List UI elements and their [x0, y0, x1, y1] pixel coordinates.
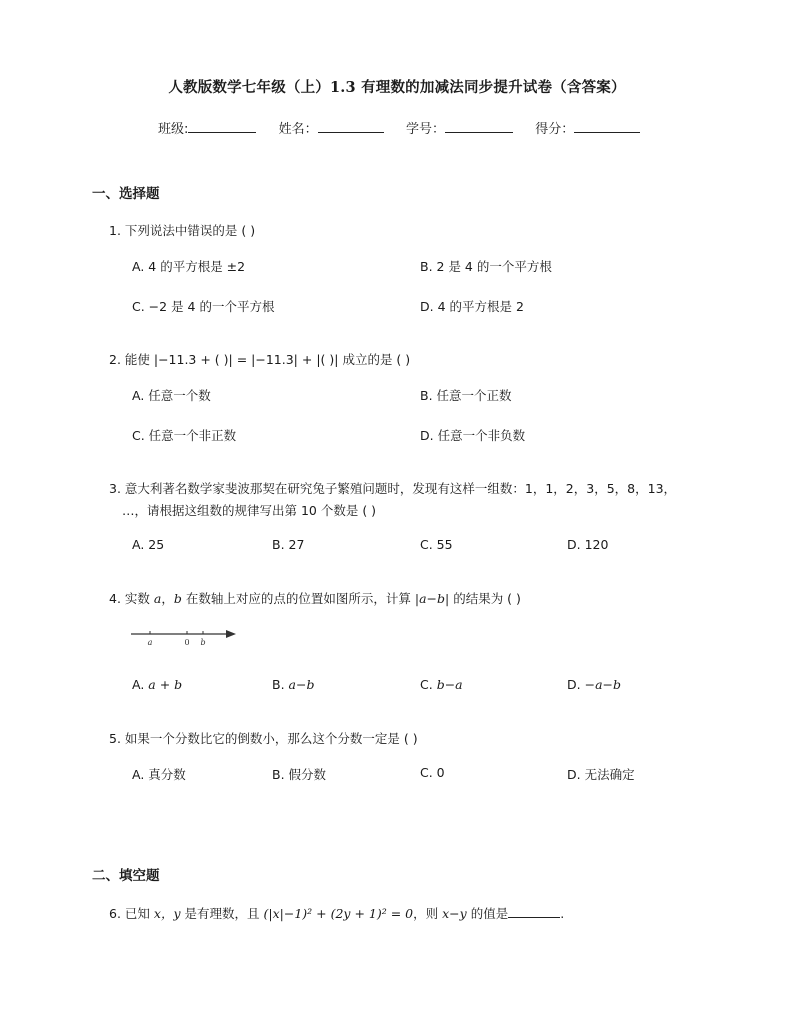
- question-4-option-a[interactable]: [132, 677, 182, 692]
- question-4-var-b: b: [173, 591, 182, 606]
- name-label: 姓名：: [278, 122, 318, 137]
- number-line-label-a: a: [147, 638, 153, 647]
- question-5-stem: 5. 如果一个分数比它的倒数小，那么这个分数一定是 ( ): [109, 731, 418, 746]
- class-field[interactable]: [188, 118, 256, 133]
- question-2-option-a[interactable]: A. 任意一个数: [132, 388, 211, 403]
- class-label: 班级:: [158, 122, 189, 137]
- question-1-option-b[interactable]: B. 2 是 4 的一个平方根: [420, 259, 552, 274]
- question-3-option-d[interactable]: D. 120: [567, 537, 609, 552]
- question-5-option-d[interactable]: D. 无法确定: [567, 767, 635, 782]
- question-2-stem: 2. 能使 |−11.3 + ( )| = |−11.3| + |( )| 成立的是 ( ): [109, 352, 411, 367]
- question-6-stem-post: 的值是: [470, 906, 509, 921]
- question-4-expr: |a−b|: [414, 591, 450, 606]
- question-4-option-c[interactable]: [420, 677, 463, 692]
- question-3-option-c[interactable]: C. 55: [420, 537, 453, 552]
- question-3-option-a[interactable]: A. 25: [132, 537, 165, 552]
- question-2-option-d[interactable]: D. 任意一个非负数: [420, 428, 526, 443]
- question-4-option-a-letter: A.: [132, 677, 145, 692]
- question-6-vars: x，y: [153, 906, 181, 921]
- question-4-var-a: a: [153, 591, 162, 606]
- question-4-number-line: [128, 624, 240, 650]
- question-4-option-d-expr: −a−b: [584, 677, 621, 692]
- question-6-end: .: [560, 906, 565, 921]
- score-label: 得分：: [535, 122, 575, 137]
- question-4-option-b-expr: a−b: [288, 677, 315, 692]
- question-4-stem: [109, 589, 521, 607]
- student-id-field[interactable]: [445, 118, 513, 133]
- question-1-option-c[interactable]: C. −2 是 4 的一个平方根: [132, 299, 275, 314]
- number-line-label-b: b: [200, 638, 206, 647]
- question-4-sep: ，: [161, 591, 174, 606]
- question-3-stem-line1: 3. 意大利著名数学家斐波那契在研究兔子繁殖问题时，发现有这样一组数：1，1，2，3，5，8，13，: [109, 481, 677, 496]
- question-4-stem-post: 的结果为 ( ): [453, 591, 521, 606]
- question-2-option-c[interactable]: C. 任意一个非正数: [132, 428, 237, 443]
- number-line-label-0: 0: [184, 638, 190, 647]
- question-4-option-d[interactable]: [567, 677, 621, 692]
- page-title: 人教版数学七年级（上）1.3 有理数的加减法同步提升试卷（含答案）: [168, 79, 626, 96]
- question-5-option-a[interactable]: A. 真分数: [132, 767, 186, 782]
- student-id-label: 学号：: [405, 122, 445, 137]
- question-3-stem-line2: …，请根据这组数的规律写出第 10 个数是 ( ): [122, 503, 377, 518]
- number-line-arrow: [226, 630, 236, 638]
- question-4-stem-mid: 在数轴上对应的点的位置如图所示，计算: [185, 591, 411, 606]
- question-6-answer-blank[interactable]: [508, 905, 560, 918]
- question-4-option-b-letter: B.: [272, 677, 285, 692]
- question-3-option-b[interactable]: B. 27: [272, 537, 305, 552]
- question-1-option-d[interactable]: D. 4 的平方根是 2: [420, 299, 524, 314]
- question-4-option-c-letter: C.: [420, 677, 433, 692]
- name-field[interactable]: [318, 118, 384, 133]
- question-1-stem: 1. 下列说法中错误的是 ( ): [109, 223, 256, 238]
- question-4-stem-pre: 4. 实数: [109, 591, 150, 606]
- score-field[interactable]: [574, 118, 640, 133]
- question-1-option-a[interactable]: A. 4 的平方根是 ±2: [132, 259, 246, 274]
- question-6-stem-mid2: ，则: [413, 906, 439, 921]
- section-heading-choice: 一、选择题: [92, 186, 160, 202]
- question-6-stem-pre: 6. 已知: [109, 906, 150, 921]
- question-4-option-a-expr: a + b: [148, 677, 183, 692]
- question-6-expr: x−y: [442, 906, 467, 921]
- student-info-row: [158, 118, 640, 137]
- question-2-option-b[interactable]: B. 任意一个正数: [420, 388, 512, 403]
- question-4-option-d-letter: D.: [567, 677, 581, 692]
- question-5-option-c[interactable]: C. 0: [420, 765, 445, 780]
- question-5-option-b[interactable]: B. 假分数: [272, 767, 327, 782]
- question-4-option-b[interactable]: [272, 677, 314, 692]
- question-4-option-c-expr: b−a: [436, 677, 463, 692]
- question-6-equation: (|x|−1)² + (2y + 1)² = 0: [263, 906, 414, 921]
- question-6-stem: [109, 904, 564, 922]
- section-heading-fill-blank: 二、填空题: [92, 868, 160, 884]
- question-6-stem-mid: 是有理数，且: [184, 906, 260, 921]
